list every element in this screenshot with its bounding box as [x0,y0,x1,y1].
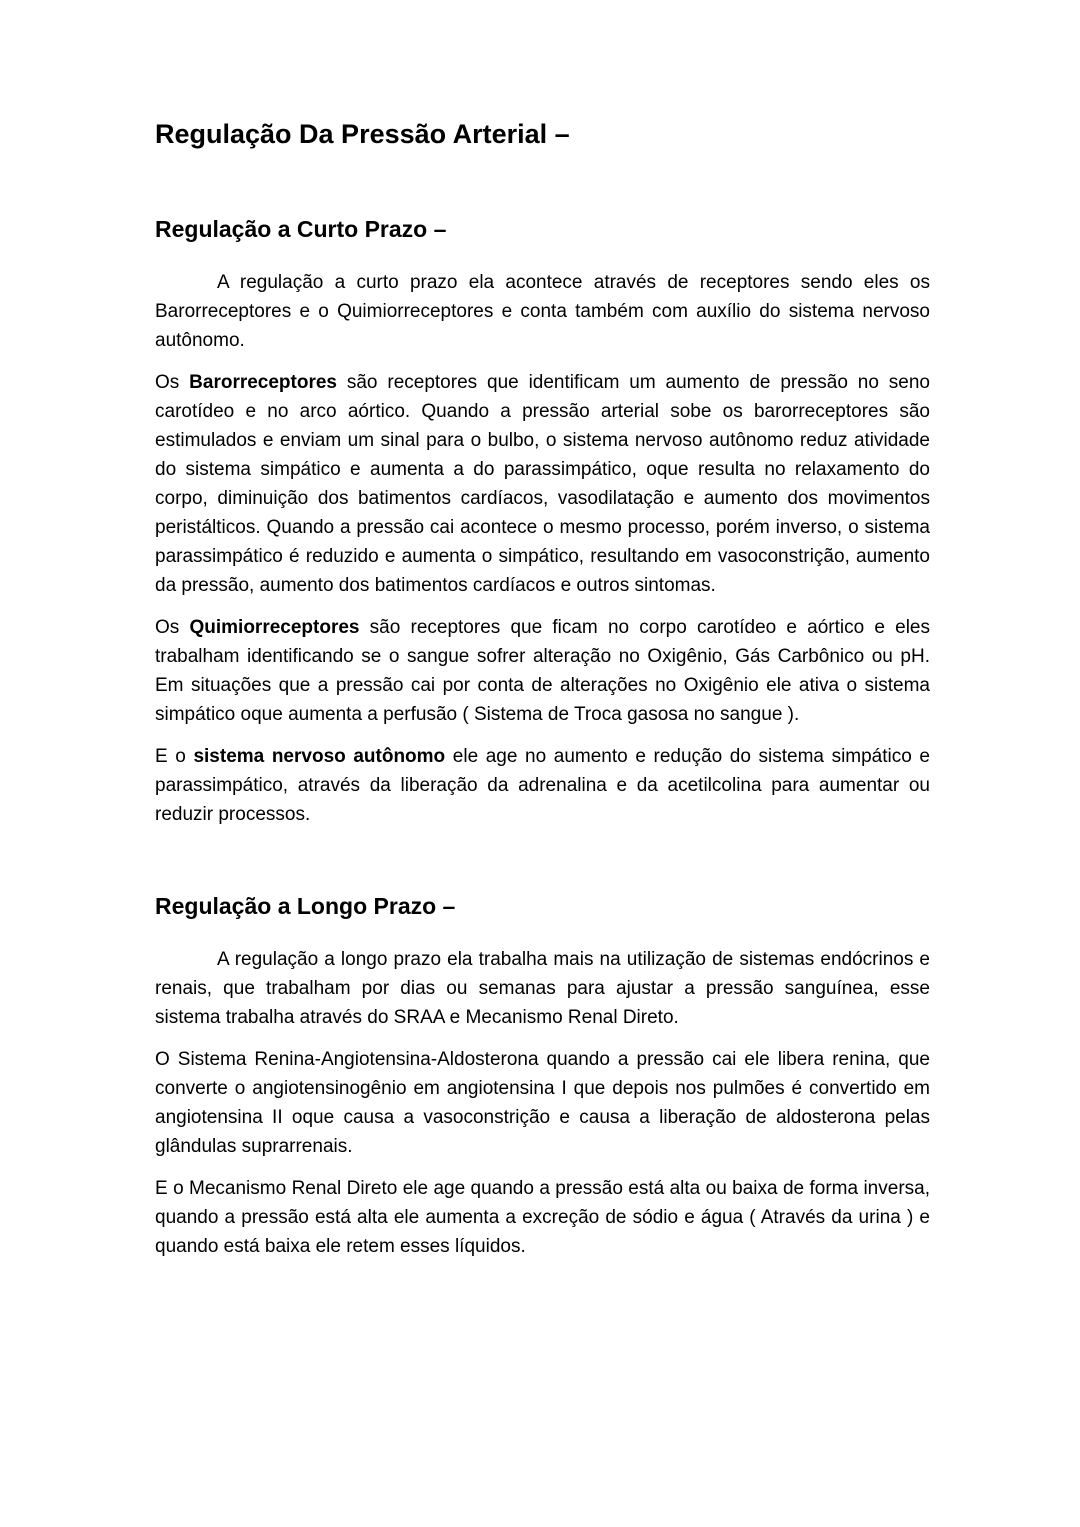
paragraph-intro-curto-prazo: A regulação a curto prazo ela acontece através de receptores sendo eles os Barorreceptores e o Quimiorreceptores e conta também com auxílio do sistema nervoso autônomo. [155,271,930,351]
text-segment: são receptores que ficam no corpo carotídeo e aórtico e eles trabalham identificando se o sangue sofrer alteração no Oxigênio, Gás Carbônico ou pH. Em situações que a pressão cai por conta de alterações no Oxigênio ele ativa o sistema simpático oque aumenta a perfusão ( Sistema de Troca gasosa no sangue ). [155,616,930,725]
section-heading-longo-prazo: Regulação a Longo Prazo – [155,892,456,919]
document-title: Regulação Da Pressão Arterial – [155,119,570,149]
paragraph-barorreceptores [155,368,930,600]
paragraph-quimiorreceptores [155,613,930,729]
text-segment-bold: Quimiorreceptores [189,616,360,638]
text-segment: ele age no aumento e redução do sistema simpático e parassimpático, através da liberação da adrenalina e da acetilcolina para aumentar ou reduzir processos. [155,745,930,825]
section-curto-prazo [155,216,930,829]
text-segment-bold: Barorreceptores [189,371,337,393]
text-segment: Os [155,371,190,393]
paragraph-sistema-nervoso [155,742,930,829]
text-segment-bold: sistema nervoso autônomo [193,745,446,767]
paragraph-sraa: O Sistema Renina-Angiotensina-Aldosterona quando a pressão cai ele libera renina, que converte o angiotensinogênio em angiotensina I que depois nos pulmões é convertido em angiotensina II oque causa a vasoconstrição e causa a liberação de aldosterona pelas glândulas suprarrenais. [155,1048,930,1157]
text-segment: Os [155,616,190,638]
paragraph-mecanismo-renal: E o Mecanismo Renal Direto ele age quando a pressão está alta ou baixa de forma inversa, quando a pressão está alta ele aumenta a excreção de sódio e água ( Através da urina ) e quando está baixa ele retem esses líquidos. [155,1177,930,1257]
section-longo-prazo [155,893,930,1261]
text-segment: E o [155,745,194,767]
paragraph-intro-longo-prazo: A regulação a longo prazo ela trabalha mais na utilização de sistemas endócrinos e renais, que trabalham por dias ou semanas para ajustar a pressão sanguínea, esse sistema trabalha através do SRAA e Mecanismo Renal Direto. [155,948,930,1028]
text-segment: são receptores que identificam um aumento de pressão no seno carotídeo e no arco aórtico. Quando a pressão arterial sobe os barorreceptores são estimulados e enviam um sinal para o bulbo, o sistema nervoso autônomo reduz atividade do sistema simpático e aumenta a do parassimpático, oque resulta no relaxamento do corpo, diminuição dos batimentos cardíacos, vasodilatação e aumento dos movimentos peristálticos. Quando a pressão cai acontece o mesmo processo, porém inverso, o sistema parassimpático é reduzido e aumenta o simpático, resultando em vasoconstrição, aumento da pressão, aumento dos batimentos cardíacos e outros sintomas. [155,371,930,596]
section-heading-curto-prazo: Regulação a Curto Prazo – [155,216,447,243]
